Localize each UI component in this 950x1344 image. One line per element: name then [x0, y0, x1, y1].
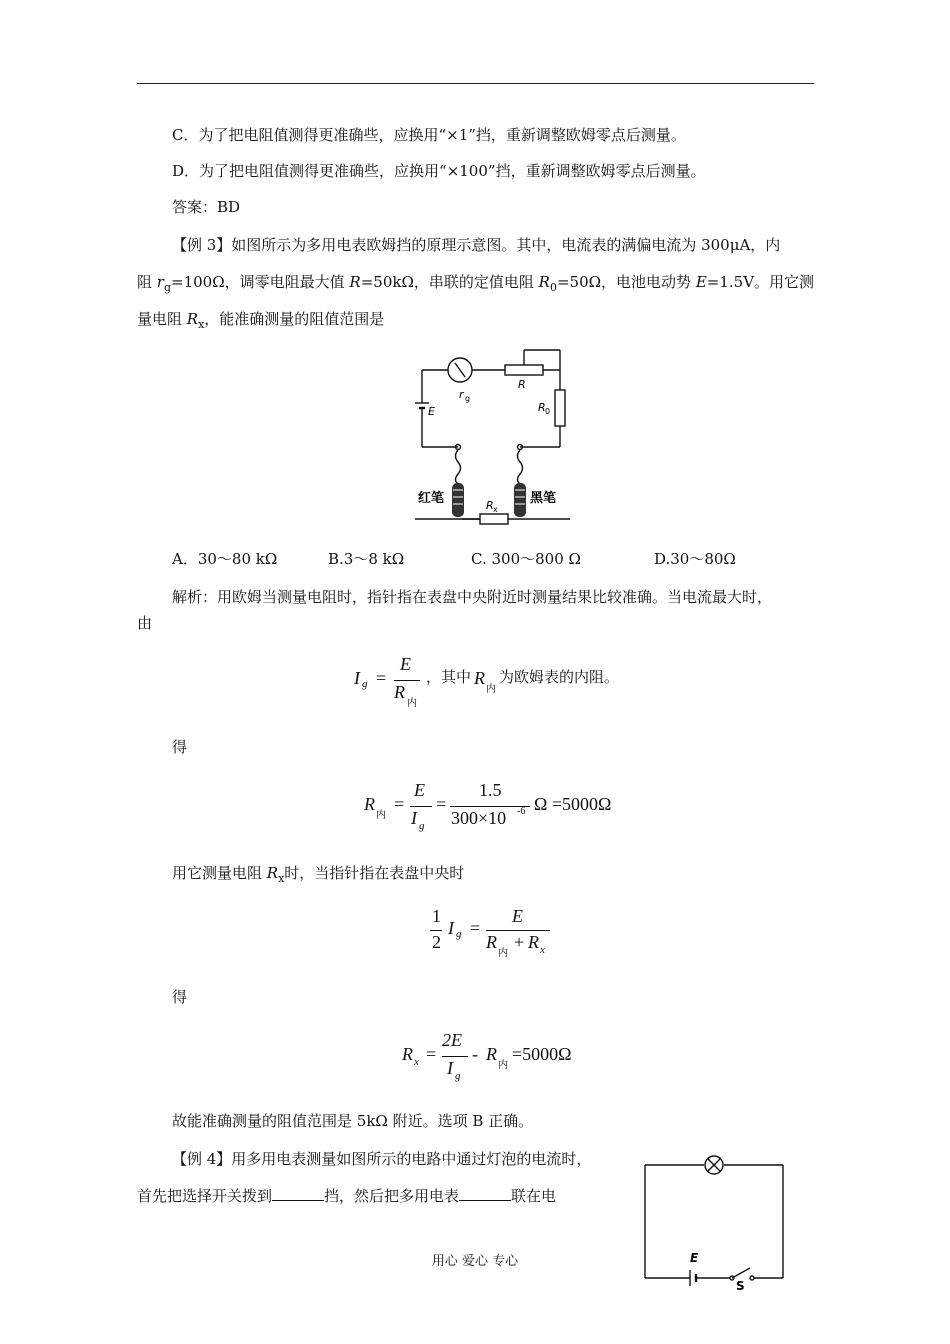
equation-3: 1 2 I g = E R 内 + R x: [428, 906, 628, 966]
choice-a: A．30～80 kΩ: [172, 550, 278, 568]
option-c: C．为了把电阻值测得更准确些，应换用“×1”挡，重新调整欧姆零点后测量。: [172, 126, 686, 144]
lamp-icon: [705, 1156, 723, 1174]
de-1: 得: [172, 738, 188, 756]
de-2: 得: [172, 988, 188, 1006]
label-R0-sub: 0: [545, 407, 551, 416]
page-footer: 用心 爱心 专心: [431, 1254, 519, 1269]
example3-line2: 阻 $r_g=100\Omega$，调零电阻最大值 R=50kΩ，串联的定值电阻 $R_0=50\Omega$，电池电动势 E=1.5V。用它测: [137, 273, 815, 294]
answer: 答案：BD: [172, 198, 241, 216]
choice-b: B.3～8 kΩ: [328, 550, 405, 568]
when-text: 用它测量电阻 $R_x$时，当指针指在表盘中央时: [172, 864, 465, 885]
equation-2: R 内 = E I g = 1.5 300×10 -6 Ω =5000Ω: [364, 780, 612, 832]
label-Rx-sub: x: [493, 505, 498, 514]
label-red-probe: 红笔: [418, 491, 445, 506]
label-black-probe: 黑笔: [530, 491, 557, 506]
example3-line3: 量电阻 $R_x$，能准确测量的阻值范围是: [137, 310, 385, 331]
blank-2[interactable]: [459, 1184, 511, 1201]
label-R: R: [518, 378, 526, 391]
ohmmeter-circuit-diagram: [410, 340, 575, 530]
header-rule: [137, 83, 814, 84]
label-R0: R: [538, 401, 546, 414]
blank-1[interactable]: [272, 1184, 324, 1201]
analysis-line2: 由: [137, 614, 153, 632]
label-S: S: [736, 1279, 745, 1290]
choice-c: C. 300～800 Ω: [471, 550, 581, 568]
label-rg: r: [459, 388, 464, 401]
label-E2: E: [690, 1251, 699, 1265]
label-E: E: [428, 405, 435, 418]
analysis-line1: 解析：用欧姆当测量电阻时，指针指在表盘中央附近时测量结果比较准确。当电流最大时，: [172, 588, 773, 606]
example4-line2: 首先把选择开关拨到 挡，然后把多用电表 联在电: [137, 1184, 556, 1207]
lamp-circuit-diagram: [640, 1150, 790, 1290]
option-d: D．为了把电阻值测得更准确些，应换用“×100”挡，重新调整欧姆零点后测量。: [172, 162, 706, 180]
label-Rx: R: [486, 499, 494, 512]
choice-d: D.30～80Ω: [654, 550, 736, 568]
example4-line1: 【例 4】用多用电表测量如图所示的电路中通过灯泡的电流时，: [172, 1150, 592, 1168]
black-probe: [514, 483, 526, 517]
label-rg-sub: g: [465, 394, 471, 403]
equation-1: I g = E R 内 ，其中 R 内 为欧姆表的内阻。: [354, 654, 620, 709]
equation-4: R x = 2E I g - R 内 =5000Ω: [402, 1030, 572, 1082]
example3-line1: 【例 3】如图所示为多用电表欧姆挡的原理示意图。其中，电流表的满偏电流为 300μA，内: [172, 236, 781, 254]
red-probe: [452, 483, 464, 517]
conclusion: 故能准确测量的阻值范围是 5kΩ 附近。选项 B 正确。: [172, 1112, 534, 1130]
